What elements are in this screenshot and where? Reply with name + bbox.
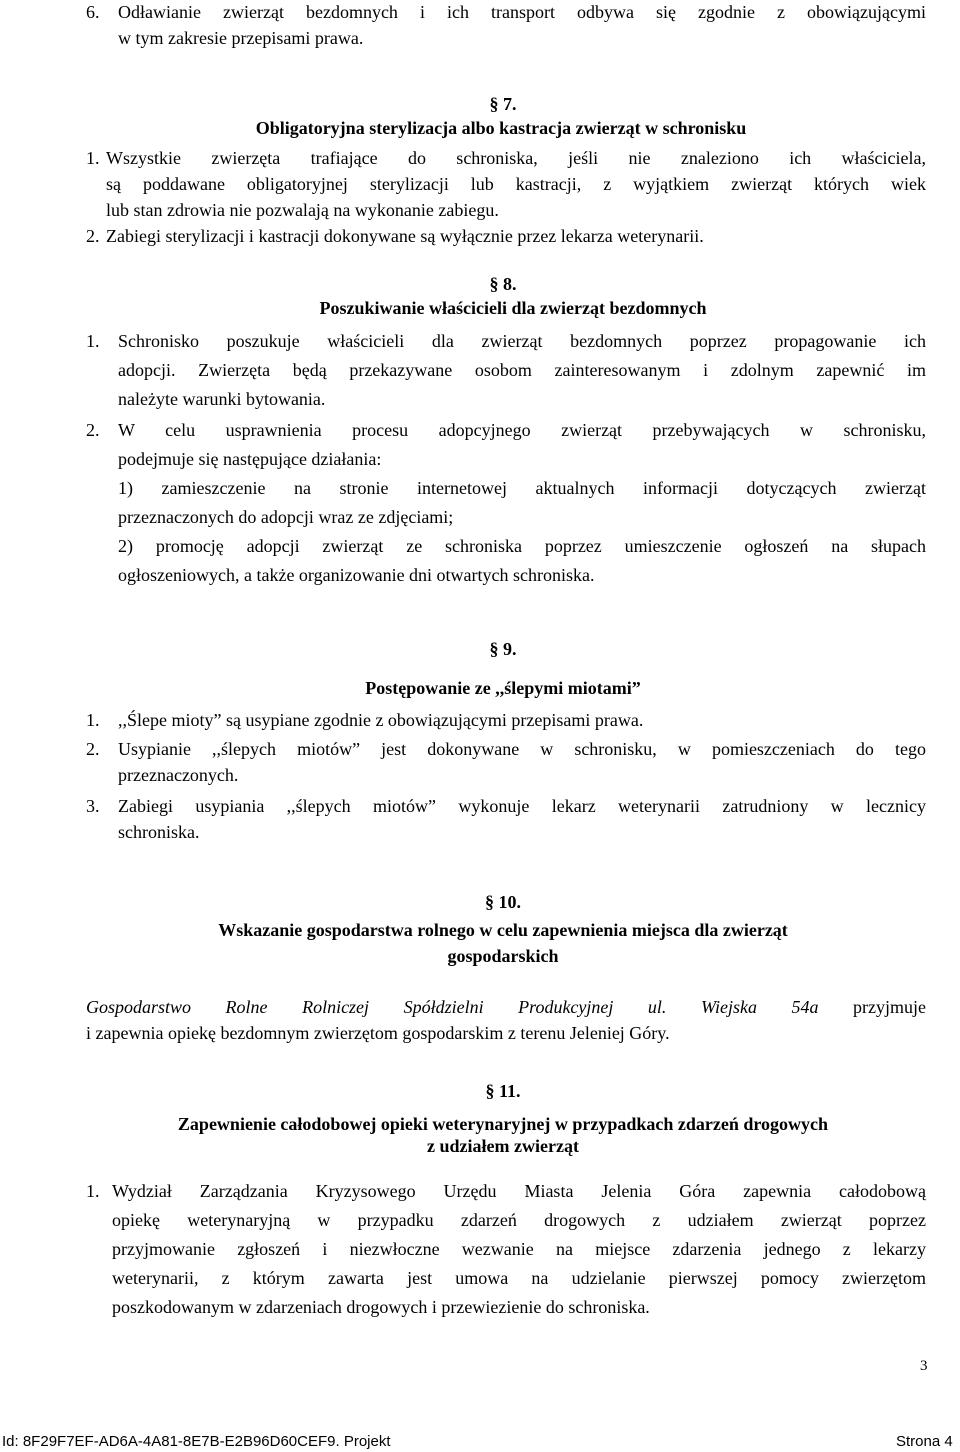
s8-p2-number: 2.: [86, 420, 100, 440]
s8-heading-title: Poszukiwanie właścicieli dla zwierząt bezdomnych: [319, 298, 707, 318]
s11-p1-line: poszkodowanym w zdarzeniach drogowych i przewiezienie do schroniska.: [112, 1297, 650, 1317]
s8-p2-line: 2) promocję adopcji zwierząt ze schroniska poprzez umieszczenie ogłoszeń na słupach: [118, 536, 926, 556]
s6-line: w tym zakresie przepisami prawa.: [118, 28, 364, 48]
s9-p3-line: Zabiegi usypiania ,,ślepych miotów” wykonuje lekarz weterynarii zatrudniony w lecznicy: [118, 796, 926, 816]
s9-heading-number: § 9.: [489, 639, 517, 659]
s11-p1-line: Wydział Zarządzania Kryzysowego Urzędu Miasta Jelenia Góra zapewnia całodobową: [112, 1181, 926, 1201]
s8-p1-line: należyte warunki bytowania.: [118, 389, 326, 409]
s9-p2-number: 2.: [86, 739, 100, 759]
s10-heading-number: § 10.: [485, 892, 521, 912]
s11-heading-number: § 11.: [485, 1081, 521, 1101]
s9-p3-line: schroniska.: [118, 822, 200, 842]
s8-heading-number: § 8.: [489, 274, 517, 294]
s11-heading-line: Zapewnienie całodobowej opieki weterynaryjnej w przypadkach zdarzeń drogowych: [177, 1114, 829, 1134]
s8-p2-line: przeznaczonych do adopcji wraz ze zdjęciami;: [118, 507, 454, 527]
s9-p1-number: 1.: [86, 710, 100, 730]
s11-p1-line: przyjmowanie zgłoszeń i niezwłoczne wezwanie na miejsce zdarzenia jednego z lekarzy: [112, 1239, 926, 1259]
s7-heading-title: Obligatoryjna sterylizacja albo kastracja zwierząt w schronisku: [255, 118, 747, 138]
s8-p2-line: ogłoszeniowych, a także organizowanie dni otwartych schroniska.: [118, 565, 595, 585]
s7-p1-line: Wszystkie zwierzęta trafiające do schroniska, jeśli nie znaleziono ich właściciela,: [106, 148, 926, 168]
s9-p1-line: ,,Ślepe mioty” są usypiane zgodnie z obowiązującymi przepisami prawa.: [118, 710, 644, 730]
s7-p2-line: Zabiegi sterylizacji i kastracji dokonywane są wyłącznie przez lekarza weterynarii.: [106, 226, 704, 246]
s10-heading-line: Wskazanie gospodarstwa rolnego w celu zapewnienia miejsca dla zwierząt: [218, 920, 788, 940]
s7-heading-number: § 7.: [489, 94, 517, 114]
s10-body-italic: Gospodarstwo Rolne Rolniczej Spółdzielni Produkcyjnej ul. Wiejska 54a: [86, 997, 819, 1017]
s6-line: Odławianie zwierząt bezdomnych i ich transport odbywa się zgodnie z obowiązującymi: [118, 2, 926, 22]
page-number: 3: [920, 1358, 928, 1374]
s11-heading-line: z udziałem zwierząt: [427, 1136, 579, 1156]
s10-body-line: [86, 995, 926, 1019]
s10-body-rest: przyjmuje: [853, 997, 926, 1017]
s8-p2-line: 1) zamieszczenie na stronie internetowej aktualnych informacji dotyczących zwierząt: [118, 478, 926, 498]
s8-p1-line: Schronisko poszukuje właścicieli dla zwierząt bezdomnych poprzez propagowanie ich: [118, 331, 926, 351]
s7-p1-number: 1.: [86, 148, 100, 168]
s8-p2-line: W celu usprawnienia procesu adopcyjnego zwierząt przebywających w schronisku,: [118, 420, 926, 440]
s8-p1-line: adopcji. Zwierzęta będą przekazywane osobom zainteresowanym i zdolnym zapewnić im: [118, 360, 926, 380]
s11-p1-number: 1.: [86, 1181, 100, 1201]
s9-p2-line: Usypianie ,,ślepych miotów” jest dokonywane w schronisku, w pomieszczeniach do tego: [118, 739, 926, 759]
s11-p1-line: opiekę weterynaryjną w przypadku zdarzeń drogowych z udziałem zwierząt poprzez: [112, 1210, 926, 1230]
s10-body-line: i zapewnia opiekę bezdomnym zwierzętom gospodarskim z terenu Jeleniej Góry.: [86, 1023, 670, 1043]
s11-p1-line: weterynarii, z którym zawarta jest umowa na udzielanie pierwszej pomocy zwierzętom: [112, 1268, 926, 1288]
s9-p3-number: 3.: [86, 796, 100, 816]
s6-number: 6.: [86, 2, 100, 22]
s9-p2-line: przeznaczonych.: [118, 765, 239, 785]
s7-p2-number: 2.: [86, 226, 100, 246]
s9-heading-title: Postępowanie ze ,,ślepymi miotami”: [365, 678, 641, 698]
s8-p1-number: 1.: [86, 331, 100, 351]
s7-p1-line: lub stan zdrowia nie pozwalają na wykonanie zabiegu.: [106, 200, 499, 220]
s8-p2-line: podejmuje się następujące działania:: [118, 449, 382, 469]
s7-p1-line: są poddawane obligatoryjnej sterylizacji lub kastracji, z wyjątkiem zwierząt których wiek: [106, 174, 926, 194]
footer-page-label: Strona 4: [896, 1433, 953, 1450]
s10-heading-line: gospodarskich: [447, 946, 559, 966]
footer-document-id: Id: 8F29F7EF-AD6A-4A81-8E7B-E2B96D60CEF9. Projekt: [2, 1433, 391, 1450]
